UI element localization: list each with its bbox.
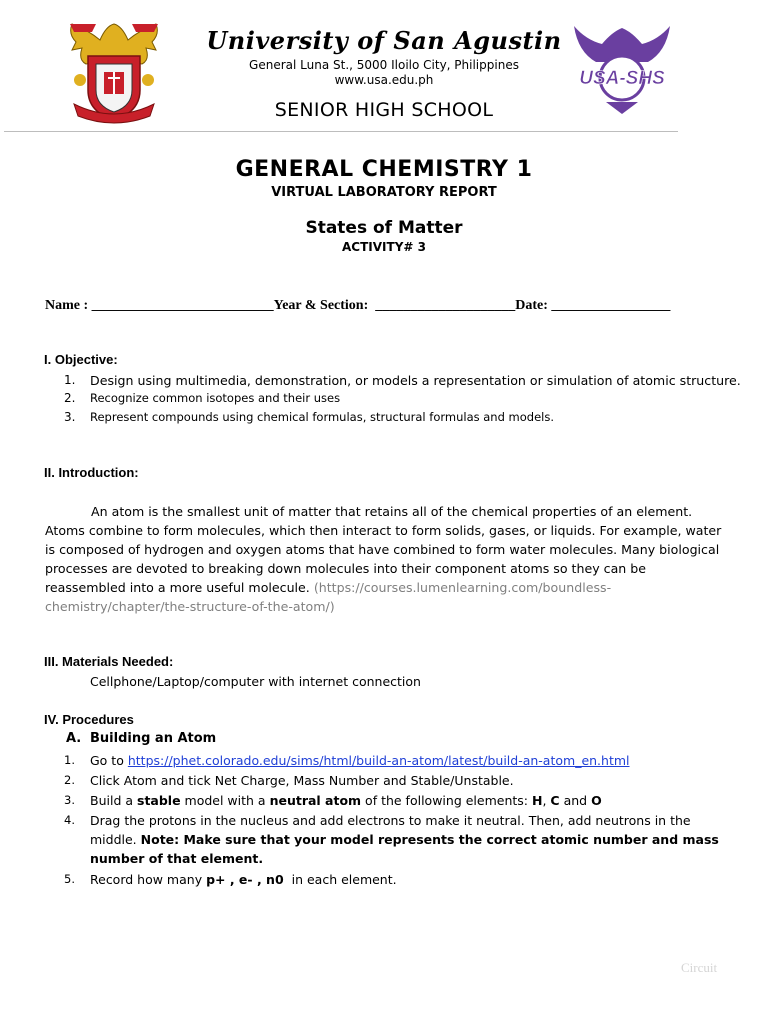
step-text: and xyxy=(559,793,592,808)
objective-item-text: Represent compounds using chemical formulas, structural formulas and models. xyxy=(90,410,555,424)
step-text: , xyxy=(542,793,551,808)
objective-item-text: Recognize common isotopes and their uses xyxy=(90,391,341,405)
element-symbol: H xyxy=(531,793,543,808)
university-name: University of San Agustin xyxy=(206,26,562,55)
materials-text: Cellphone/Laptop/computer with internet connection xyxy=(90,674,421,689)
step-number: 2. xyxy=(64,773,75,787)
materials-heading: III. Materials Needed: xyxy=(44,654,174,669)
objective-item-text: Design using multimedia, demonstration, or models a representation or simulation of atomic structure. xyxy=(90,373,741,388)
introduction-source-link[interactable]: (https://courses.lumenlearning.com/boundless-chemistry/chapter/the-structure-of-the-atom/) xyxy=(45,580,612,614)
step-number: 3. xyxy=(64,793,75,807)
objective-item xyxy=(64,373,741,388)
step-text: model with a xyxy=(180,793,270,808)
element-symbol: C xyxy=(550,793,560,808)
step-text: Go to xyxy=(90,753,128,768)
report-title: VIRTUAL LABORATORY REPORT xyxy=(271,185,497,200)
procedure-part-a xyxy=(66,731,216,746)
step-text: Drag the protons in the nucleus and add electrons to make it neutral. Then, add neutrons in the middle. xyxy=(90,813,691,847)
introduction-heading: II. Introduction: xyxy=(44,465,139,480)
objective-heading: I. Objective: xyxy=(44,352,118,367)
step-emphasis: neutral atom xyxy=(269,793,362,808)
subject-title: GENERAL CHEMISTRY 1 xyxy=(235,157,533,182)
objective-item xyxy=(64,391,340,405)
topic-title: States of Matter xyxy=(305,218,463,238)
procedure-step xyxy=(64,811,726,868)
university-website: www.usa.edu.ph xyxy=(334,73,434,87)
step-note: Note: Make sure that your model represents the correct atomic number and mass number of that element. xyxy=(90,832,719,866)
procedure-step xyxy=(64,870,726,889)
procedure-step xyxy=(64,751,726,770)
objective-item-number: 1. xyxy=(64,373,76,387)
step-text: Record how many xyxy=(90,872,207,887)
element-symbol: O xyxy=(591,793,602,808)
objective-item-number: 2. xyxy=(64,391,76,405)
procedures-heading: IV. Procedures xyxy=(44,712,134,727)
part-title: Building an Atom xyxy=(90,731,217,746)
procedure-step xyxy=(64,771,726,790)
step-text: Build a xyxy=(90,793,137,808)
introduction-paragraph xyxy=(45,502,725,616)
procedure-step xyxy=(64,791,726,810)
university-address: General Luna St., 5000 Iloilo City, Philippines xyxy=(249,58,519,72)
school-name: SENIOR HIGH SCHOOL xyxy=(274,99,494,121)
step-number: 5. xyxy=(64,872,75,886)
step-number: 1. xyxy=(64,753,75,767)
step-text: Click Atom and tick Net Charge, Mass Number and Stable/Unstable. xyxy=(90,773,514,788)
activity-number: ACTIVITY# 3 xyxy=(342,240,426,254)
watermark: Circuit xyxy=(681,960,718,975)
introduction-text: An atom is the smallest unit of matter that retains all of the chemical properties of an element. Atoms combine to form molecules, which then interact to form solids, gases, or liquids. For example, water is composed of hydrogen and oxygen atoms that have combined to form water molecules. Many biological processes are devoted to breaking down molecules into their component atoms so they can be reassembled into a more useful molecule. xyxy=(45,504,722,595)
student-info-line: Name : __________________________Year & Section: ____________________Date: _________________ xyxy=(45,298,671,313)
particle-symbols: p+ , e- , n0 xyxy=(206,872,284,887)
objective-item xyxy=(64,410,554,424)
step-number: 4. xyxy=(64,813,75,827)
step-emphasis: stable xyxy=(137,793,181,808)
objective-item-number: 3. xyxy=(64,410,76,424)
usa-shs-logo-text: USA-SHS xyxy=(579,68,665,89)
step-text: of the following elements: xyxy=(361,793,532,808)
header-divider xyxy=(4,131,678,132)
step-text: in each element. xyxy=(283,872,397,887)
phet-simulation-link[interactable]: https://phet.colorado.edu/sims/html/build-an-atom/latest/build-an-atom_en.html xyxy=(127,753,630,768)
part-letter: A. xyxy=(66,731,82,746)
